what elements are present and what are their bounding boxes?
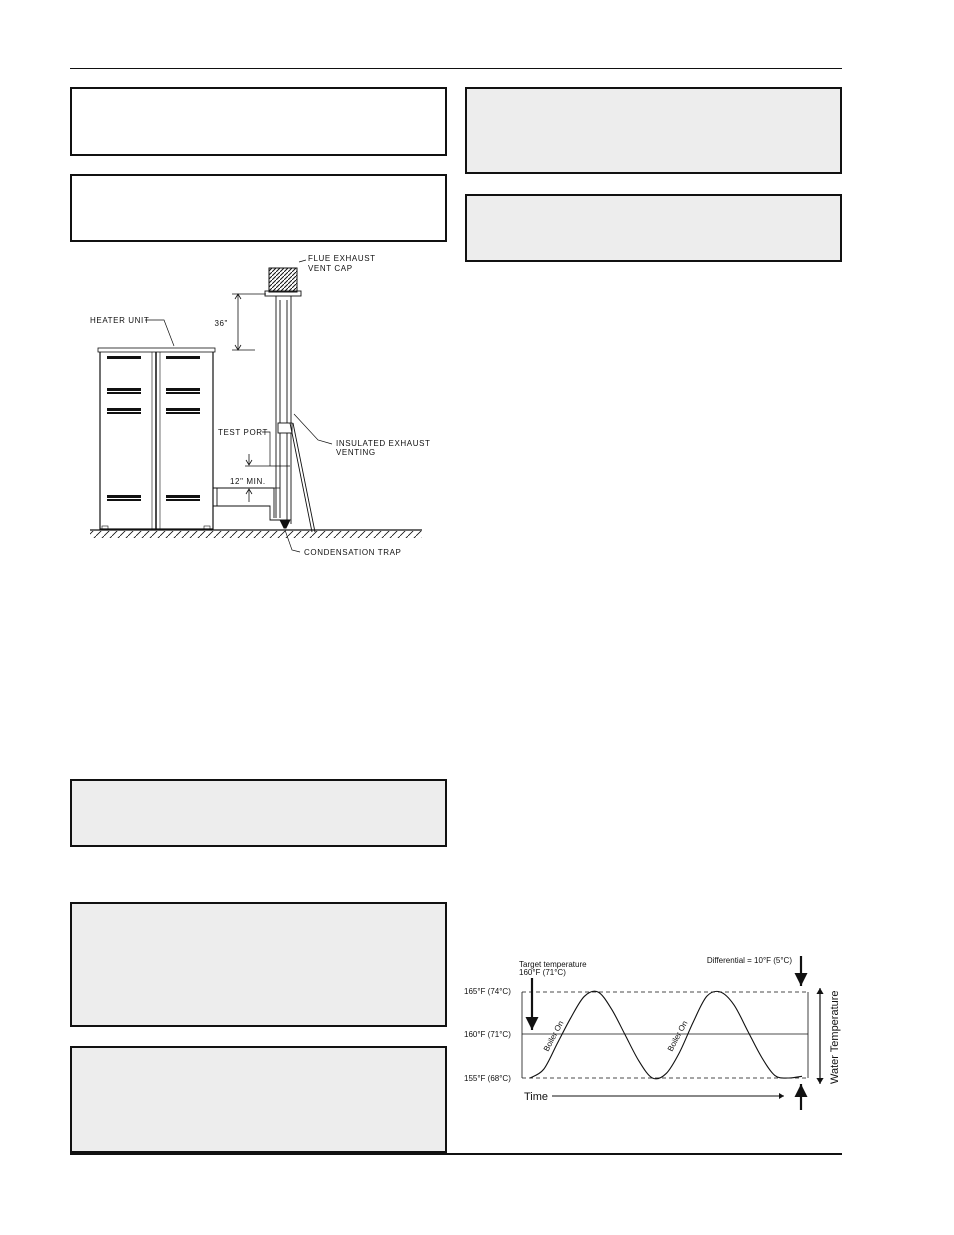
notice-box-2 — [70, 174, 447, 242]
water-temperature-chart — [462, 950, 842, 1130]
min-height-label: 12" MIN. — [230, 477, 266, 486]
boiler-on-label-1: Boiler On — [541, 1019, 566, 1053]
target-label-1: Target temperature — [519, 960, 587, 969]
y-tick-160: 160°F (71°C) — [464, 1030, 511, 1039]
notice-box-3 — [70, 779, 447, 847]
notice-box-6 — [465, 87, 842, 174]
insulated-leader — [294, 414, 332, 444]
vent-cap-icon — [269, 268, 297, 292]
dimension-36 — [232, 294, 266, 350]
test-port-leader — [262, 432, 270, 466]
y-tick-155: 155°F (68°C) — [464, 1074, 511, 1083]
y-axis-label: Water Temperature — [829, 990, 841, 1084]
differential-label: Differential = 10°F (5°C) — [706, 956, 792, 965]
flue-cap-label-1: FLUE EXHAUST — [308, 254, 376, 263]
bottom-rule — [70, 1153, 842, 1155]
notice-box-7 — [465, 194, 842, 262]
notice-box-5 — [70, 1046, 447, 1153]
exhaust-stack — [265, 291, 315, 532]
condensation-trap-label: CONDENSATION TRAP — [304, 548, 402, 557]
heater-unit-leader — [145, 320, 174, 346]
target-label-2: 160°F (71°C) — [519, 968, 566, 977]
top-rule — [70, 68, 842, 69]
ground-hatch — [90, 531, 422, 538]
notice-box-1 — [70, 87, 447, 156]
heater-unit — [98, 348, 215, 530]
insulated-label-1: INSULATED EXHAUST — [336, 439, 431, 448]
heater-unit-label: HEATER UNIT — [90, 316, 150, 325]
height-label: 36" — [214, 319, 228, 328]
x-axis-label: Time — [524, 1091, 549, 1103]
flue-connector — [213, 488, 282, 520]
test-port-label: TEST PORT — [218, 428, 269, 437]
venting-diagram — [80, 248, 440, 568]
insulated-label-2: VENTING — [336, 448, 376, 457]
temperature-curve — [530, 991, 802, 1079]
flue-cap-leader — [299, 260, 306, 262]
flue-cap-label-2: VENT CAP — [308, 264, 353, 273]
notice-box-4 — [70, 902, 447, 1027]
y-tick-165: 165°F (74°C) — [464, 987, 511, 996]
boiler-on-label-2: Boiler On — [665, 1019, 690, 1053]
